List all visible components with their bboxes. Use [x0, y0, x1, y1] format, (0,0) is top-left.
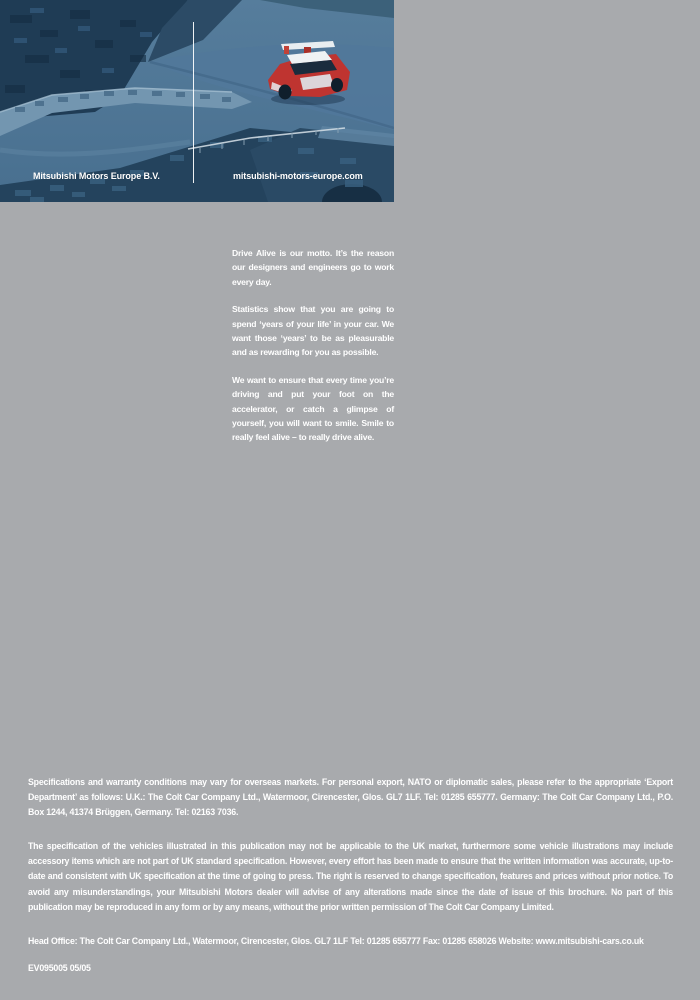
legal-paragraph-2: The specification of the vehicles illustrated in this publication may not be applicable to the UK market, furthermore some vehicle illustrations may include accessory items which are not part of UK standard specification. However, every effort has been made to ensure that the written information was accurate, up-to-date and consistent with UK specification at the time of going to press. The right is reserved to change specification, features and prices without prior notice. To avoid any misunderstandings, your Mitsubishi Motors dealer will advise of any alterations made since the date of issue of this brochure. No part of this publication may be reproduced in any form or by any means, without the prior written permission of The Colt Car Company Limited. — [28, 841, 673, 912]
legal-copy — [28, 775, 673, 976]
company-website-caption: mitsubishi-motors-europe.com — [233, 171, 363, 181]
intro-paragraph-2: Statistics show that you are going to spend ‘years of your life’ in your car. We want those ‘years’ to be as pleasurable and as rewarding for you as possible. — [232, 304, 394, 358]
legal-paragraph-1: Specifications and warranty conditions may vary for overseas markets. For personal export, NATO or diplomatic sales, please refer to the appropriate ‘Export Department’ as follows: U.K.: The Colt Car Company Ltd., Watermoor, Cirencester, Glos. GL7 1LF. Tel: 01285 655777. Germany: The Colt Car Company Ltd., P.O. Box 1244, 41374 Brüggen, Germany. Tel: 02163 7036. — [28, 777, 673, 818]
head-office-line: Head Office: The Colt Car Company Ltd., Watermoor, Cirencester, Glos. GL7 1LF Tel: 01285 655777 Fax: 01285 658026 Website: www.mitsubishi-cars.co.uk — [28, 935, 644, 946]
publication-code: EV095005 05/05 — [28, 962, 91, 973]
intro-paragraph-1: Drive Alive is our motto. It’s the reason our designers and engineers go to work every day. — [232, 248, 394, 287]
hero-photo — [0, 0, 394, 202]
intro-paragraph-3: We want to ensure that every time you’re driving and put your foot on the accelerator, or catch a glimpse of yourself, you will want to smile. Smile to really feel alive – to really drive alive. — [232, 374, 394, 443]
caption-divider-line — [193, 22, 194, 183]
intro-copy — [232, 246, 394, 458]
company-name-caption: Mitsubishi Motors Europe B.V. — [33, 171, 160, 181]
